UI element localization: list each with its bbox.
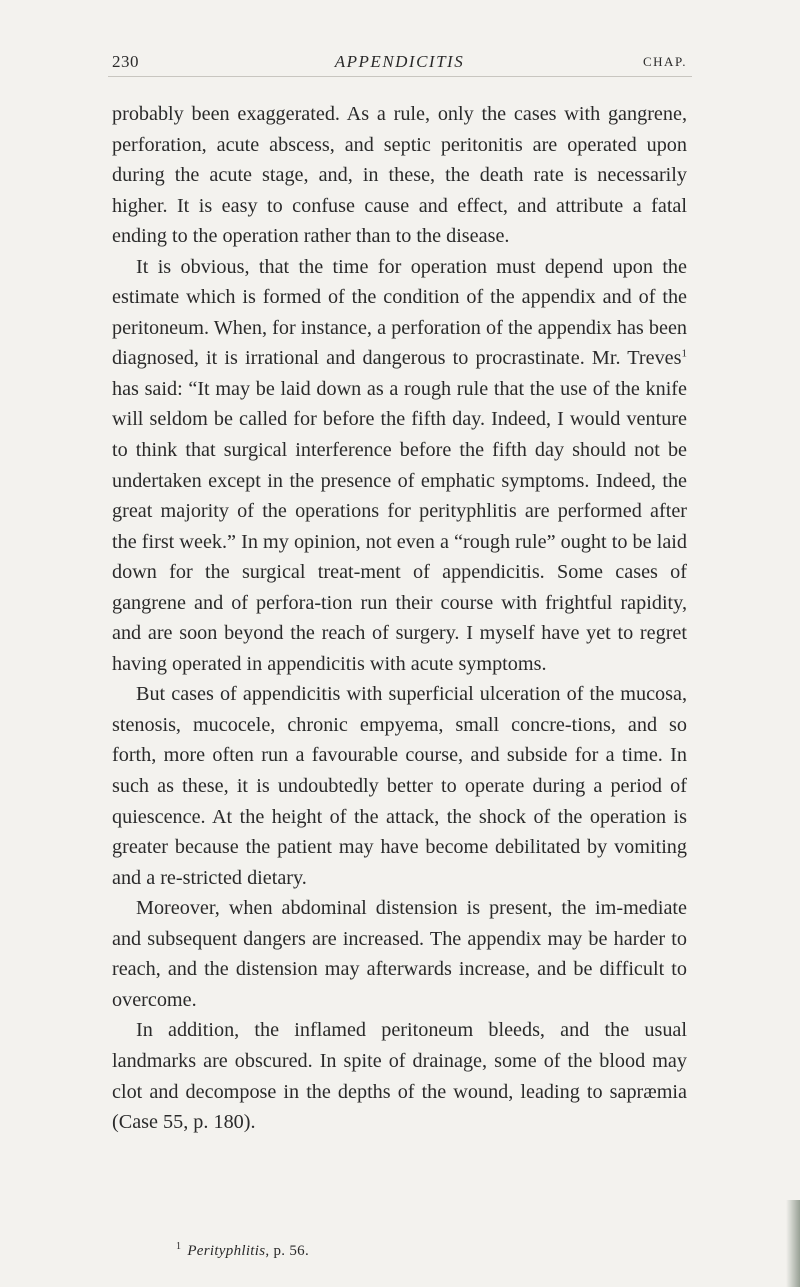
page-number: 230 (112, 52, 139, 71)
footnote-page-ref: , p. 56. (265, 1243, 310, 1259)
paragraph-text: It is obvious, that the time for operation must depend upon the estimate which is formed of the condition of the appendix and of the peritoneum. When, for instance, a perforation of the appendix has been diagnosed, it is irrational and dangerous to procrastinate. Mr. Treves (112, 255, 687, 370)
running-title: APPENDICITIS (334, 52, 465, 71)
paragraph-text: But cases of appendicitis with superficial ulceration of the mucosa, stenosis, mucocele, chronic empyema, small concre-tions, and so forth, more often run a favourable course, and subside for a time. In such as these, it is undoubtedly better to operate during a period of quiescence. (112, 683, 687, 828)
footnote-reference: 1 (681, 347, 687, 360)
paragraph-text: At the height of the attack, the shock of the operation is greater because the patient may have become debilitated by vomiting and a re-stricted dietary. (112, 805, 688, 889)
footnote (176, 1241, 309, 1260)
running-head (112, 52, 687, 78)
body-text (112, 99, 687, 1138)
footnote-mark: 1 (176, 1241, 182, 1252)
page-edge-shadow (786, 1200, 800, 1287)
paragraph-text: has said: “It may be laid down as a rough rule that the use of the knife will seldom be called for before the fifth day. Indeed, I would venture to think that surgical interference before the fifth day should not be undertaken except in the presence of emphatic symptoms. Indeed, the great majority of the operations for perityphlitis are performed after the first week.” In my opinion, not even a “rough rule” ought to be laid down for the surgical treat-ment of appendicitis. Some cases of gangrene and of perfora-tion run their course with frightful rapidity, and are soon beyond the reach of surgery. I myself have yet to regret having operated in appendicitis with acute symptoms. (112, 377, 687, 675)
paragraph-peritoneum: In addition, the inflamed peritoneum bleeds, and the usual landmarks are obscured. In spite of drainage, some of the blood may clot and decompose in the depths of the wound, leading to sapræmia (Case 55, p. 180). (112, 1019, 687, 1134)
header-rule (108, 76, 692, 77)
paragraph-continued: probably been exaggerated. As a rule, only the cases with gangrene, perforation, acute abscess, and septic peritonitis are operated upon during the acute stage, and, in these, the death rate is necessarily higher. It is easy to confuse cause and effect, and attribute a fatal ending to the operation rather than to the disease. (112, 103, 687, 248)
footnote-title: Perityphlitis (187, 1243, 266, 1259)
paragraph-quiescence (112, 679, 687, 893)
paragraph-operation-timing (112, 252, 687, 680)
paragraph-distension: Moreover, when abdominal distension is present, the im-mediate and subsequent dangers are increased. The appendix may be harder to reach, and the distension may afterwards increase, and be difficult to overcome. (112, 897, 687, 1011)
chapter-label: CHAP. (643, 54, 687, 69)
